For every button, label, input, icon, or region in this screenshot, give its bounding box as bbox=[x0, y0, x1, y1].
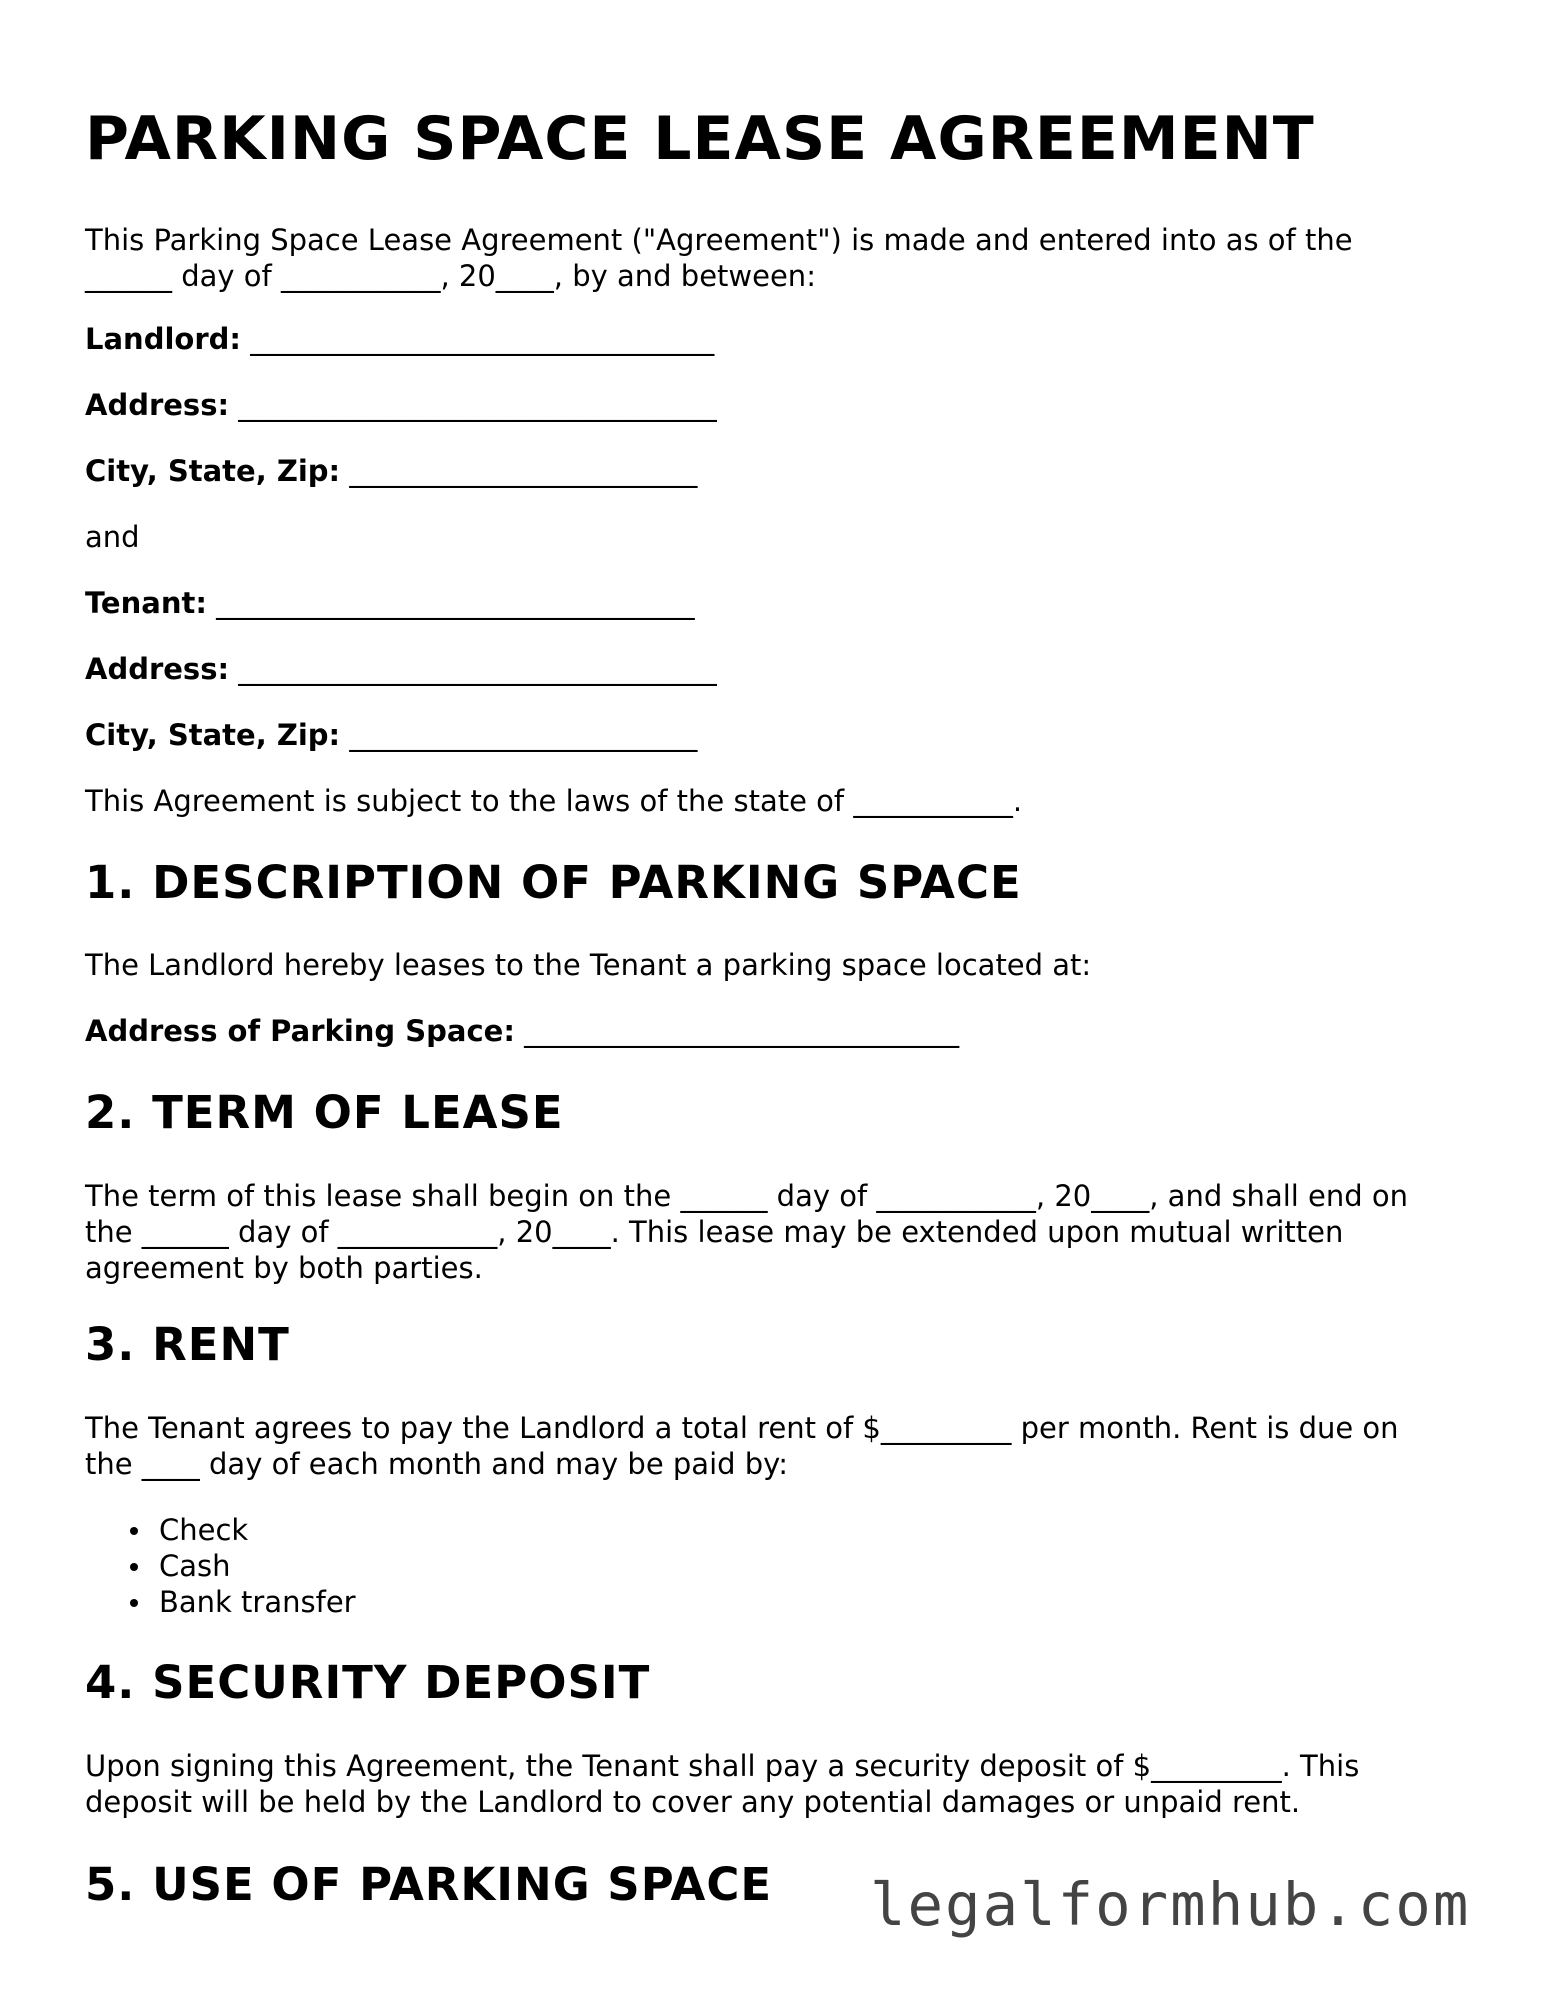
landlord-address-label: Address: bbox=[85, 388, 230, 422]
landlord-address-field bbox=[85, 388, 717, 422]
tenant-address-label: Address: bbox=[85, 652, 230, 686]
list-item: Check bbox=[85, 1512, 356, 1548]
section-4-heading: 4. SECURITY DEPOSIT bbox=[85, 1656, 651, 1709]
term-line-3: agreement by both parties. bbox=[85, 1251, 483, 1285]
list-item: Cash bbox=[85, 1548, 356, 1584]
tenant-city-field bbox=[85, 718, 697, 752]
section-1-heading: 1. DESCRIPTION OF PARKING SPACE bbox=[85, 856, 1022, 909]
rent-line-2: the ____ day of each month and may be paid by: bbox=[85, 1447, 788, 1481]
section-5-heading: 5. USE OF PARKING SPACE bbox=[85, 1858, 773, 1911]
landlord-name-label: Landlord: bbox=[85, 322, 241, 356]
parking-address-label: Address of Parking Space: bbox=[85, 1014, 515, 1048]
tenant-name-blank: _________________________________ bbox=[216, 586, 695, 620]
landlord-city-label: City, State, Zip: bbox=[85, 454, 341, 488]
landlord-name-blank: ________________________________ bbox=[250, 322, 715, 356]
watermark-text: legalformhub.com bbox=[870, 1870, 1471, 1939]
intro-line-1: This Parking Space Lease Agreement ("Agreement") is made and entered into as of the bbox=[85, 223, 1353, 257]
tenant-city-blank: ________________________ bbox=[349, 718, 698, 752]
landlord-address-blank: _________________________________ bbox=[238, 388, 717, 422]
document-title: PARKING SPACE LEASE AGREEMENT bbox=[85, 104, 1315, 174]
deposit-line-1: Upon signing this Agreement, the Tenant shall pay a security deposit of $_________. This bbox=[85, 1749, 1360, 1783]
parking-address-field bbox=[85, 1014, 959, 1048]
parking-address-blank: ______________________________ bbox=[524, 1014, 960, 1048]
list-item: Bank transfer bbox=[85, 1584, 356, 1620]
section-2-heading: 2. TERM OF LEASE bbox=[85, 1086, 564, 1139]
landlord-city-field bbox=[85, 454, 697, 488]
tenant-address-field bbox=[85, 652, 717, 686]
section-2-paragraph bbox=[85, 1178, 1465, 1286]
intro-paragraph bbox=[85, 222, 1465, 294]
and-text: and bbox=[85, 520, 140, 554]
landlord-city-blank: ________________________ bbox=[349, 454, 698, 488]
term-line-1: The term of this lease shall begin on the ______ day of ___________, 20____, and shall end on bbox=[85, 1179, 1409, 1213]
section-4-paragraph bbox=[85, 1748, 1465, 1820]
governing-law-text: This Agreement is subject to the laws of the state of ___________. bbox=[85, 784, 1023, 818]
tenant-name-field bbox=[85, 586, 695, 620]
deposit-line-2: deposit will be held by the Landlord to cover any potential damages or unpaid rent. bbox=[85, 1785, 1301, 1819]
tenant-name-label: Tenant: bbox=[85, 586, 207, 620]
payment-methods-list bbox=[85, 1512, 356, 1620]
tenant-city-label: City, State, Zip: bbox=[85, 718, 341, 752]
term-line-2: the ______ day of ___________, 20____. This lease may be extended upon mutual written bbox=[85, 1215, 1344, 1249]
section-1-text: The Landlord hereby leases to the Tenant a parking space located at: bbox=[85, 948, 1092, 982]
landlord-name-field bbox=[85, 322, 714, 356]
tenant-address-blank: _________________________________ bbox=[238, 652, 717, 686]
intro-line-2: ______ day of ___________, 20____, by and between: bbox=[85, 259, 816, 293]
rent-line-1: The Tenant agrees to pay the Landlord a total rent of $_________ per month. Rent is due on bbox=[85, 1411, 1399, 1445]
section-3-heading: 3. RENT bbox=[85, 1318, 290, 1371]
section-3-paragraph bbox=[85, 1410, 1465, 1482]
